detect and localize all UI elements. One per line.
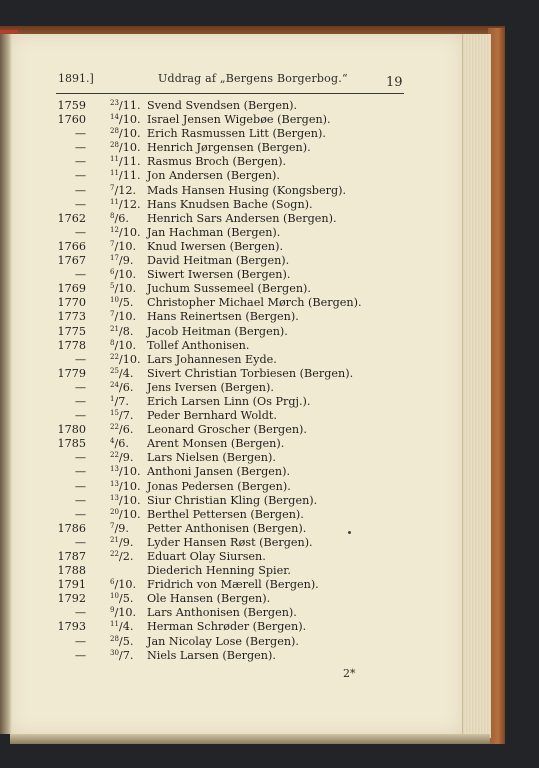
date-slash: / xyxy=(118,493,123,507)
entry-name: Henrich Jørgensen (Bergen). xyxy=(147,141,311,155)
red-bookmark-mark xyxy=(0,30,18,33)
entry-day: 7 xyxy=(110,183,115,192)
entry-month: 4. xyxy=(122,366,134,380)
entry-name: Knud Iwersen (Bergen). xyxy=(147,239,284,253)
entry-date xyxy=(110,268,136,281)
entry-month: 10. xyxy=(118,268,137,282)
entry-row xyxy=(0,99,460,113)
entry-row xyxy=(0,606,460,620)
entry-row xyxy=(0,465,460,479)
entry-name: Jon Andersen (Bergen). xyxy=(147,169,280,183)
entry-row xyxy=(0,480,460,494)
entry-name: Ole Hansen (Bergen). xyxy=(147,592,271,606)
entry-name: Christopher Michael Mørch (Bergen). xyxy=(147,296,362,310)
entry-day: 4 xyxy=(110,437,115,446)
entry-name: Anthoni Jansen (Bergen). xyxy=(147,465,291,479)
running-head-title: Uddrag af „Bergens Borgerbog.“ xyxy=(158,72,348,85)
entry-month: 4. xyxy=(122,620,134,634)
entry-year: 1792 xyxy=(57,592,86,606)
entry-date xyxy=(110,536,133,549)
date-slash: / xyxy=(118,99,123,112)
entry-year: 1770 xyxy=(57,296,86,310)
entry-month: 10. xyxy=(122,465,141,479)
date-slash: / xyxy=(118,197,123,211)
entry-month: 9. xyxy=(122,535,134,549)
entry-day: 25 xyxy=(110,366,119,375)
entry-month: 10. xyxy=(122,127,141,141)
entry-row xyxy=(0,325,460,339)
entry-year: — xyxy=(74,479,86,493)
entry-date xyxy=(110,198,141,211)
entry-day: 1 xyxy=(110,394,115,403)
entry-day: 11 xyxy=(110,620,119,629)
entry-row xyxy=(0,536,460,550)
entry-date xyxy=(110,155,141,168)
entry-row xyxy=(0,649,460,663)
entry-month: 6. xyxy=(118,437,129,451)
date-slash: / xyxy=(118,155,123,169)
entry-year: 1786 xyxy=(57,521,86,535)
entry-year: — xyxy=(74,268,86,282)
entry-day: 13 xyxy=(110,479,119,488)
date-slash: / xyxy=(118,380,123,394)
entry-day: 28 xyxy=(110,127,119,136)
entry-day: 8 xyxy=(110,211,115,220)
entry-row xyxy=(0,268,460,282)
entry-row xyxy=(0,437,460,451)
entry-row xyxy=(0,155,460,169)
entry-day: 10 xyxy=(110,592,119,601)
entry-date xyxy=(110,169,141,182)
entry-date xyxy=(110,522,129,535)
entry-name: Lars Nielsen (Bergen). xyxy=(147,451,276,465)
entry-year: — xyxy=(74,197,86,211)
entry-day: 20 xyxy=(110,507,119,516)
entry-row xyxy=(0,367,460,381)
date-slash: / xyxy=(118,451,123,465)
date-slash: / xyxy=(118,465,123,479)
entry-month: 10. xyxy=(122,493,141,507)
date-slash: / xyxy=(114,282,119,296)
entry-name: Henrich Sars Andersen (Bergen). xyxy=(147,211,337,225)
entry-year: — xyxy=(74,352,86,366)
entry-day: 17 xyxy=(110,254,119,263)
date-slash: / xyxy=(114,239,119,253)
entry-name: Fridrich von Mærell (Bergen). xyxy=(147,578,319,592)
date-slash: / xyxy=(118,296,123,310)
entry-month: 8. xyxy=(122,324,134,338)
entry-year: — xyxy=(74,507,86,521)
entry-name: Jonas Pedersen (Bergen). xyxy=(147,479,291,493)
entry-name: Leonard Groscher (Bergen). xyxy=(147,423,307,437)
citizen-entries-list xyxy=(0,99,460,663)
entry-year: 1791 xyxy=(57,578,86,592)
entry-month: 12. xyxy=(118,183,137,197)
book-bottom-edge xyxy=(10,734,490,744)
entry-date xyxy=(110,339,136,352)
entry-day: 24 xyxy=(110,380,119,389)
entry-name: Lars Anthonisen (Bergen). xyxy=(147,606,297,620)
entry-year: 1767 xyxy=(57,254,86,268)
entry-year: 1788 xyxy=(57,564,86,578)
entry-day: 28 xyxy=(110,634,119,643)
entry-date xyxy=(110,113,141,126)
entry-row xyxy=(0,198,460,212)
entry-year: 1773 xyxy=(57,310,86,324)
entry-name: Eduart Olay Siursen. xyxy=(147,550,266,563)
entry-date xyxy=(110,325,133,338)
entry-name: Siwert Iwersen (Bergen). xyxy=(147,268,291,282)
entry-year: 1760 xyxy=(57,113,86,127)
entry-month: 10. xyxy=(118,239,137,253)
entry-day: 30 xyxy=(110,648,119,657)
entry-name: Lyder Hansen Røst (Bergen). xyxy=(147,535,313,549)
entry-row xyxy=(0,296,460,310)
entry-name: Berthel Pettersen (Bergen). xyxy=(147,507,304,521)
entry-year: 1775 xyxy=(57,324,86,338)
entry-name: Jens Iversen (Bergen). xyxy=(147,380,274,394)
entry-month: 10. xyxy=(122,507,141,521)
entry-day: 6 xyxy=(110,268,115,277)
entry-row xyxy=(0,564,460,578)
entry-year: 1769 xyxy=(57,282,86,296)
date-slash: / xyxy=(118,648,123,662)
entry-row xyxy=(0,282,460,296)
entry-name: Israel Jensen Wigebøe (Bergen). xyxy=(147,113,331,127)
entry-name: Niels Larsen (Bergen). xyxy=(147,648,276,662)
entry-date xyxy=(110,620,133,633)
date-slash: / xyxy=(114,183,119,197)
entry-month: 5. xyxy=(122,592,134,606)
date-slash: / xyxy=(118,592,123,606)
entry-name: Sivert Christian Torbiesen (Bergen). xyxy=(147,366,354,380)
entry-name: Peder Bernhard Woldt. xyxy=(147,409,277,423)
entry-row xyxy=(0,451,460,465)
entry-year: 1787 xyxy=(57,550,86,563)
entry-day: 11 xyxy=(110,197,119,206)
date-slash: / xyxy=(118,366,123,380)
entry-row xyxy=(0,423,460,437)
entry-name: Arent Monsen (Bergen). xyxy=(147,437,285,451)
entry-day: 22 xyxy=(110,550,119,558)
entry-month: 9. xyxy=(118,521,129,535)
entry-row xyxy=(0,409,460,423)
entry-year: — xyxy=(74,451,86,465)
entry-row xyxy=(0,169,460,183)
entry-day: 22 xyxy=(110,451,119,460)
entry-month: 12. xyxy=(122,197,141,211)
entry-date xyxy=(110,212,129,225)
entry-row xyxy=(0,113,460,127)
entry-day: 12 xyxy=(110,225,119,234)
entry-year: — xyxy=(74,141,86,155)
date-slash: / xyxy=(118,113,123,127)
entry-year: — xyxy=(74,535,86,549)
entry-month: 6. xyxy=(118,211,129,225)
entry-date xyxy=(110,465,141,478)
entry-name: Erich Larsen Linn (Os Prgj.). xyxy=(147,394,311,408)
entry-year: — xyxy=(74,634,86,648)
entry-month: 10. xyxy=(122,113,141,127)
date-slash: / xyxy=(118,127,123,141)
entry-row xyxy=(0,550,460,564)
page-stack-edge xyxy=(462,34,491,738)
entry-name: David Heitman (Bergen). xyxy=(147,254,290,268)
entry-month: 10. xyxy=(122,352,141,366)
entry-name: Jacob Heitman (Bergen). xyxy=(147,324,288,338)
date-slash: / xyxy=(118,254,123,268)
date-slash: / xyxy=(118,409,123,423)
entry-date xyxy=(110,282,136,295)
entry-month: 7. xyxy=(122,409,134,423)
entry-day: 21 xyxy=(110,535,119,544)
entry-year: — xyxy=(74,493,86,507)
date-slash: / xyxy=(114,578,119,592)
entry-month: 5. xyxy=(122,634,134,648)
entry-year: — xyxy=(74,648,86,662)
entry-day: 7 xyxy=(110,239,115,248)
entry-month: 5. xyxy=(122,296,134,310)
entry-name: Hans Reinertsen (Bergen). xyxy=(147,310,299,324)
entry-day: 15 xyxy=(110,409,119,418)
entry-month: 11. xyxy=(122,169,141,183)
entry-year: 1762 xyxy=(57,211,86,225)
entry-date xyxy=(110,635,133,648)
entry-day: 5 xyxy=(110,282,115,291)
entry-month: 9. xyxy=(122,451,134,465)
entry-date xyxy=(110,184,136,197)
entry-month: 6. xyxy=(122,380,134,394)
entry-year: 1778 xyxy=(57,338,86,352)
entry-date xyxy=(110,480,141,493)
entry-year: 1780 xyxy=(57,423,86,437)
entry-row xyxy=(0,310,460,324)
entry-month: 11. xyxy=(122,155,141,169)
entry-row xyxy=(0,141,460,155)
entry-month: 9. xyxy=(122,254,134,268)
entry-month: 11. xyxy=(122,99,141,112)
entry-row xyxy=(0,508,460,522)
entry-month: 10. xyxy=(118,578,137,592)
entry-name: Svend Svendsen (Bergen). xyxy=(147,99,298,112)
entry-month: 6. xyxy=(122,423,134,437)
entry-name: Tollef Anthonisen. xyxy=(147,338,250,352)
date-slash: / xyxy=(118,324,123,338)
entry-name: Diederich Henning Spier. xyxy=(147,564,291,578)
entry-year: — xyxy=(74,380,86,394)
entry-row xyxy=(0,494,460,508)
entry-date xyxy=(110,381,133,394)
entry-name: Rasmus Broch (Bergen). xyxy=(147,155,286,169)
entry-year: 1759 xyxy=(57,99,86,112)
entry-year: — xyxy=(74,183,86,197)
entry-year: — xyxy=(74,155,86,169)
entry-name: Siur Christian Kling (Bergen). xyxy=(147,493,318,507)
entry-day: 7 xyxy=(110,521,115,530)
date-slash: / xyxy=(118,479,123,493)
date-slash: / xyxy=(114,211,119,225)
entry-month: 10. xyxy=(118,282,137,296)
book-cover-top-edge xyxy=(0,26,505,34)
date-slash: / xyxy=(118,141,123,155)
entry-day: 11 xyxy=(110,155,119,164)
entry-row xyxy=(0,254,460,268)
signature-mark: 2* xyxy=(343,667,356,680)
entry-month: 10. xyxy=(118,310,137,324)
date-slash: / xyxy=(118,169,123,183)
entry-row xyxy=(0,127,460,141)
entry-year: — xyxy=(74,225,86,239)
entry-date xyxy=(110,578,136,591)
date-slash: / xyxy=(118,423,123,437)
entry-row xyxy=(0,578,460,592)
date-slash: / xyxy=(118,634,123,648)
entry-row xyxy=(0,184,460,198)
entry-name: Jan Hachman (Bergen). xyxy=(147,225,281,239)
entry-name: Erich Rasmussen Litt (Bergen). xyxy=(147,127,326,141)
entry-date xyxy=(110,296,133,309)
entry-date xyxy=(110,649,133,662)
entry-month: 10. xyxy=(122,225,141,239)
entry-name: Lars Johannesen Eyde. xyxy=(147,352,277,366)
entry-name: Juchum Sussemeel (Bergen). xyxy=(147,282,311,296)
date-slash: / xyxy=(114,521,119,535)
entry-day: 23 xyxy=(110,99,119,107)
entry-month: 10. xyxy=(118,338,137,352)
entry-row xyxy=(0,635,460,649)
entry-year: — xyxy=(74,169,86,183)
entry-day: 7 xyxy=(110,310,115,319)
entry-row xyxy=(0,226,460,240)
entry-date xyxy=(110,141,141,154)
date-slash: / xyxy=(114,338,119,352)
entry-year: 1766 xyxy=(57,239,86,253)
entry-row xyxy=(0,353,460,367)
entry-day: 22 xyxy=(110,423,119,432)
entry-row xyxy=(0,395,460,409)
entry-name: Jan Nicolay Lose (Bergen). xyxy=(147,634,299,648)
entry-date xyxy=(110,99,141,112)
entry-day: 22 xyxy=(110,352,119,361)
entry-year: — xyxy=(74,465,86,479)
date-slash: / xyxy=(118,535,123,549)
entry-date xyxy=(110,409,133,422)
date-slash: / xyxy=(118,550,123,563)
page-number: 19 xyxy=(386,75,403,90)
date-slash: / xyxy=(118,620,123,634)
entry-day: 14 xyxy=(110,113,119,122)
entry-year: 1785 xyxy=(57,437,86,451)
entry-row xyxy=(0,240,460,254)
entry-month: 7. xyxy=(118,394,129,408)
entry-year: — xyxy=(74,409,86,423)
date-slash: / xyxy=(118,507,123,521)
entry-date xyxy=(110,226,141,239)
date-slash: / xyxy=(118,352,123,366)
date-slash: / xyxy=(114,437,119,451)
entry-row xyxy=(0,522,460,536)
entry-day: 13 xyxy=(110,493,119,502)
entry-row xyxy=(0,381,460,395)
entry-row xyxy=(0,339,460,353)
entry-day: 11 xyxy=(110,169,119,178)
entry-date xyxy=(110,423,133,436)
paper-speck xyxy=(348,531,351,534)
entry-date xyxy=(110,367,133,380)
entry-month: 10. xyxy=(122,479,141,493)
entry-date xyxy=(110,550,133,563)
entry-year: 1779 xyxy=(57,366,86,380)
entry-date xyxy=(110,254,133,267)
entry-month: 10. xyxy=(122,141,141,155)
entry-row xyxy=(0,212,460,226)
entry-year: — xyxy=(74,394,86,408)
entry-date xyxy=(110,127,141,140)
entry-day: 21 xyxy=(110,324,119,333)
date-slash: / xyxy=(114,606,119,620)
entry-row xyxy=(0,592,460,606)
entry-month: 2. xyxy=(122,550,134,563)
entry-date xyxy=(110,592,133,605)
entry-date xyxy=(110,310,136,323)
entry-date xyxy=(110,494,141,507)
entry-row xyxy=(0,620,460,634)
entry-day: 8 xyxy=(110,338,115,347)
date-slash: / xyxy=(114,268,119,282)
entry-year: — xyxy=(74,606,86,620)
entry-year: — xyxy=(74,127,86,141)
entry-date xyxy=(110,451,133,464)
entry-day: 10 xyxy=(110,296,119,305)
entry-date xyxy=(110,353,141,366)
header-rule xyxy=(56,93,404,94)
entry-name: Mads Hansen Husing (Kongsberg). xyxy=(147,183,347,197)
entry-date xyxy=(110,395,129,408)
entry-date xyxy=(110,437,129,450)
entry-month: 10. xyxy=(118,606,137,620)
running-head-year: 1891.] xyxy=(58,72,94,85)
entry-year: 1793 xyxy=(57,620,86,634)
entry-date xyxy=(110,606,136,619)
entry-day: 9 xyxy=(110,606,115,615)
entry-day: 28 xyxy=(110,141,119,150)
date-slash: / xyxy=(114,394,119,408)
entry-name: Hans Knudsen Bache (Sogn). xyxy=(147,197,313,211)
entry-month: 7. xyxy=(122,648,134,662)
entry-name: Petter Anthonisen (Bergen). xyxy=(147,521,307,535)
entry-day: 13 xyxy=(110,465,119,474)
entry-date xyxy=(110,240,136,253)
date-slash: / xyxy=(114,310,119,324)
entry-name: Herman Schrøder (Bergen). xyxy=(147,620,307,634)
entry-day: 6 xyxy=(110,578,115,587)
entry-date xyxy=(110,508,141,521)
date-slash: / xyxy=(118,225,123,239)
